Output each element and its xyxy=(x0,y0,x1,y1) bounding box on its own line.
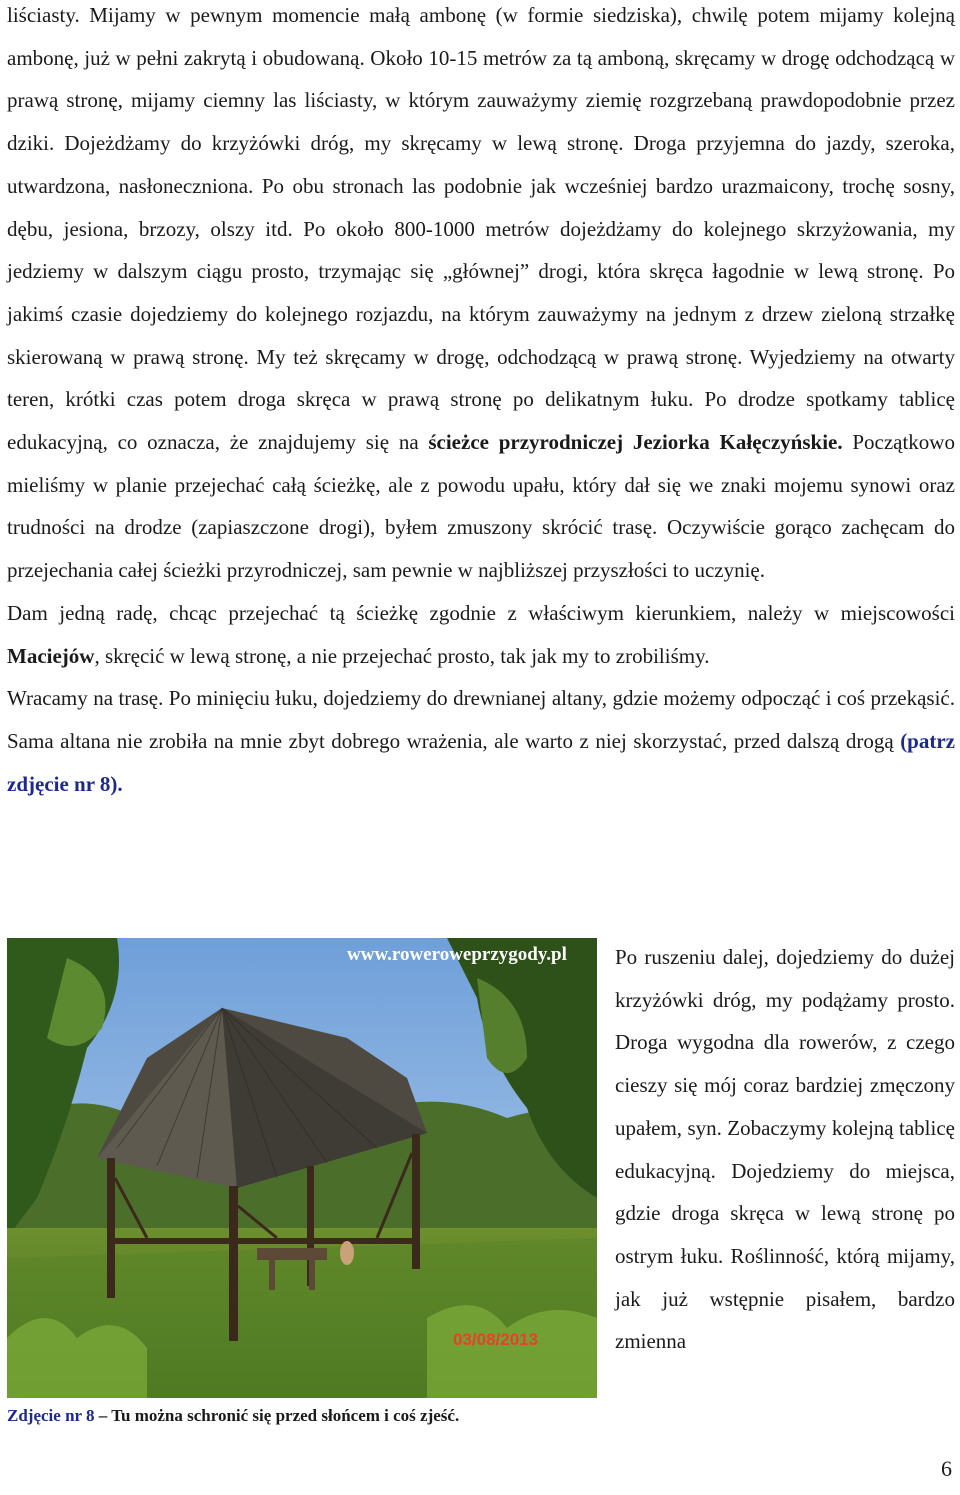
paragraph-2: Dam jedną radę, chcąc przejechać tą ścieżkę zgodnie z właściwym kierunkiem, należy w miejscowości Maciejów, skręcić w lewą stronę, a nie przejechać prosto, tak jak my to zrobiliśmy. xyxy=(7,600,955,668)
watermark-text: www.roweroweprzygody.pl xyxy=(347,944,567,965)
side-paragraph: Po ruszeniu dalej, dojedziemy do dużej krzyżówki dróg, my podążamy prosto. Droga wygodna dla rowerów, z czego cieszy się mój coraz bardziej zmęczony upałem, syn. Zobaczymy kolejną tablicę edukacyjną. Dojedziemy do miejsca, gdzie droga skręca w lewą stronę po ostrym łuku. Roślinność, którą mijamy, jak już wstępnie pisałem, bardzo zmienna xyxy=(615,945,955,1354)
photo-caption xyxy=(7,1406,459,1426)
document-body xyxy=(7,0,955,805)
caption-text: – Tu można schronić się przed słońcem i coś zjeść. xyxy=(94,1406,460,1425)
page-number: 6 xyxy=(941,1456,952,1481)
paragraph-3: Wracamy na trasę. Po minięciu łuku, dojedziemy do drewnianej altany, gdzie możemy odpocząć i coś przekąsić. Sama altana nie zrobiła na mnie zbyt dobrego wrażenia, ale warto z niej skorzystać, przed dalszą drogą (patrz zdjęcie nr 8). xyxy=(7,686,955,796)
caption-label: Zdjęcie nr 8 xyxy=(7,1406,95,1425)
trail-name: ścieżce przyrodniczej Jeziorka Kałęczyńskie. xyxy=(428,430,843,455)
photo-section xyxy=(7,936,955,1436)
village-name: Maciejów xyxy=(7,643,95,668)
paragraph-1: liściasty. Mijamy w pewnym momencie małą ambonę (w formie siedziska), chwilę potem mijamy kolejną ambonę, już w pełni zakrytą i obudowaną. Około 10-15 metrów za tą amboną, skręcamy w drogę odchodzącą w prawą stronę, mijamy ciemny las liściasty, w którym zauważymy ziemię rozgrzebaną prawdopodobnie przez dziki. Dojeżdżamy do krzyżówki dróg, my skręcamy w lewą stronę. Droga przyjemna do jazdy, szeroka, utwardzona, nasłoneczniona. Po obu stronach las podobnie jak wcześniej bardzo urazmaicony, trochę sosny, dębu, jesiona, brzozy, olszy itd. Po około 800-1000 metrów dojeżdżamy do kolejnego skrzyżowania, my jedziemy w dalszym ciągu prosto, trzymając się „głównej” drogi, która skręca łagodnie w lewą stronę. Po jakimś czasie dojedziemy do kolejnego rozjazdu, na którym zauważymy na jednym z drzew zieloną strzałkę skierowaną w prawą stronę. My też skręcamy w drogę, odchodzącą w prawą stronę. Wyjedziemy na otwarty teren, krótki czas potem droga skręca w prawą stronę po delikatnym łuku. Po drodze spotkamy tablicę edukacyjną, co oznacza, że znajdujemy się na ścieżce przyrodniczej Jeziorka Kałęczyńskie. Początkowo mieliśmy w planie przejechać całą ścieżkę, ale z powodu upału, który dał się we znaki mojemu synowi oraz trudności na drodze (zapiaszczone drogi), byłem zmuszony skrócić trasę. Oczywiście gorąco zachęcam do przejechania całej ścieżki przyrodniczej, sam pewnie w najbliższej przyszłości to uczynię. xyxy=(7,3,955,583)
photo-reference: (patrz zdjęcie nr 8). xyxy=(7,728,955,796)
date-stamp: 03/08/2013 xyxy=(453,1330,539,1349)
gazebo-photo xyxy=(7,938,597,1398)
gazebo-illustration xyxy=(7,938,597,1398)
